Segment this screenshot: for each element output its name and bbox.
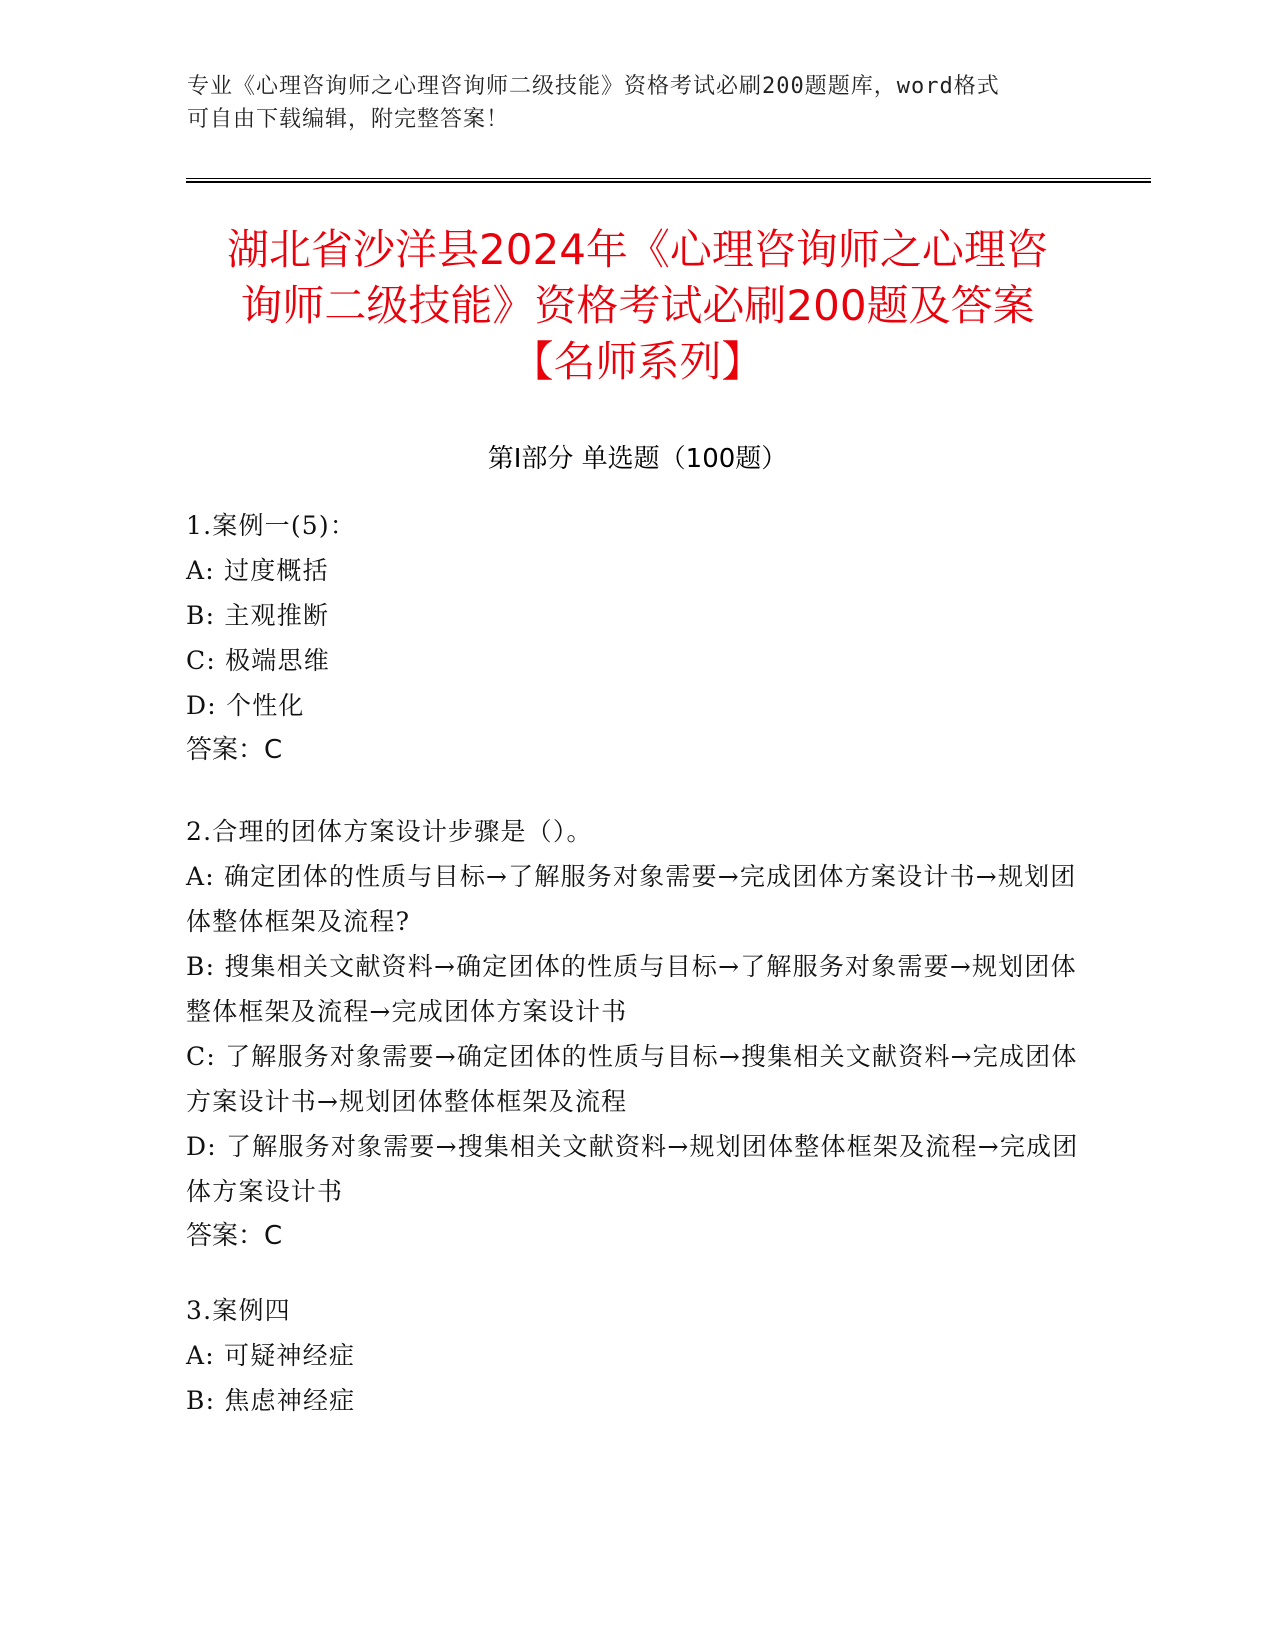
header-divider-thick (186, 181, 1151, 183)
document-title (150, 222, 1125, 390)
question-stem: 1.案例一(5)： (186, 511, 357, 540)
answer: 答案：C (186, 735, 283, 765)
option-a: A: 过度概括 (186, 556, 329, 585)
option-a: A: 确定团体的性质与目标→了解服务对象需要→完成团体方案设计书→规划团体整体框架及流程? (186, 862, 1077, 936)
option-b: B: 主观推断 (186, 601, 330, 630)
document-header (187, 70, 1077, 136)
header-line-1: 专业《心理咨询师之心理咨询师二级技能》资格考试必刷200题题库，word格式 (187, 74, 1000, 99)
title-line-1: 湖北省沙洋县2024年《心理咨询师之心理咨 (227, 225, 1048, 274)
question-2 (186, 809, 1086, 1259)
answer: 答案：C (186, 1221, 283, 1251)
question-stem: 3.案例四 (186, 1296, 291, 1325)
section-heading: 第Ⅰ部分 单选题（100题） (487, 444, 788, 474)
question-1 (186, 503, 1086, 773)
option-c: C: 极端思维 (186, 646, 330, 675)
option-b: B: 焦虑神经症 (186, 1386, 356, 1415)
question-stem: 2.合理的团体方案设计步骤是（）。 (186, 817, 593, 846)
option-c: C: 了解服务对象需要→确定团体的性质与目标→搜集相关文献资料→完成团体方案设计书→规划团体整体框架及流程 (186, 1042, 1078, 1116)
question-3 (186, 1288, 1086, 1423)
option-d: D: 了解服务对象需要→搜集相关文献资料→规划团体整体框架及流程→完成团体方案设计书 (186, 1132, 1079, 1206)
option-b: B: 搜集相关文献资料→确定团体的性质与目标→了解服务对象需要→规划团体整体框架及流程→完成团体方案设计书 (186, 952, 1077, 1026)
header-divider-thin (186, 178, 1151, 179)
title-line-3: 【名师系列】 (511, 337, 764, 386)
option-a: A: 可疑神经症 (186, 1341, 356, 1370)
title-line-2: 询师二级技能》资格考试必刷200题及答案 (240, 281, 1035, 330)
option-d: D: 个性化 (186, 691, 305, 720)
header-line-2: 可自由下载编辑，附完整答案！ (187, 107, 510, 132)
